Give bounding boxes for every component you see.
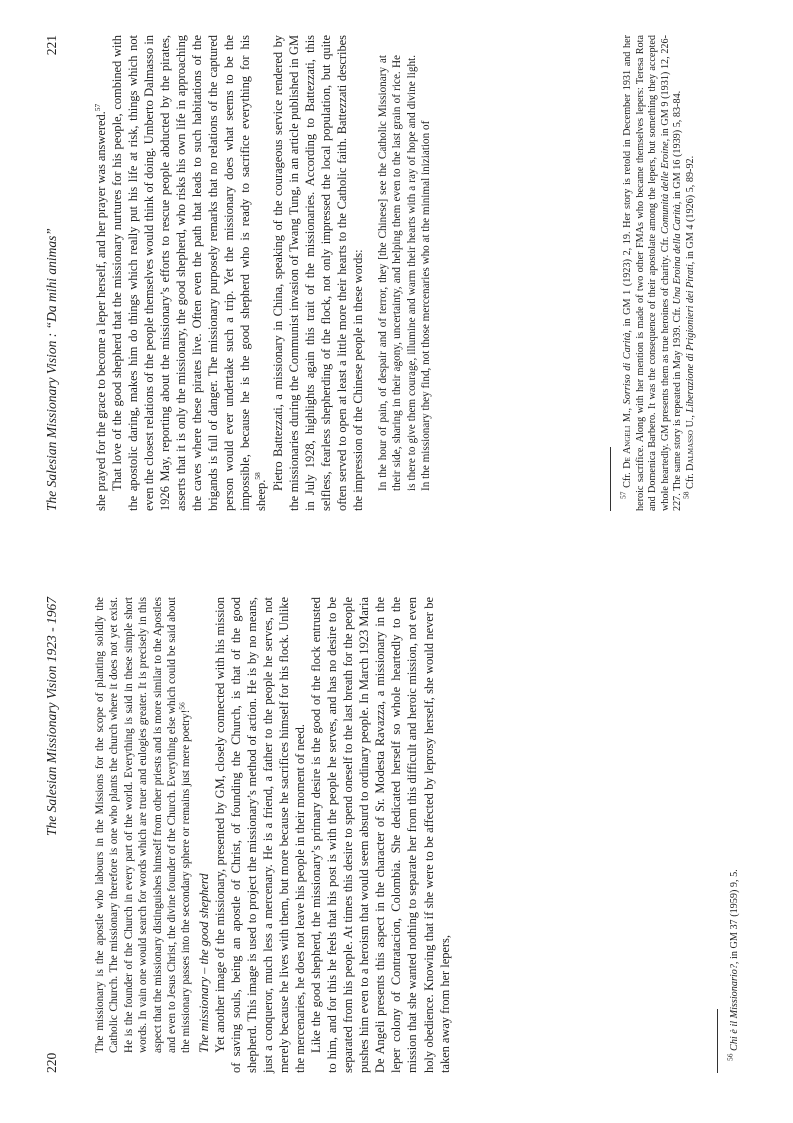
footnote-text: Cfr. [684, 470, 696, 489]
paragraph-text: she prayed for the grace to become a leper herself, and her prayer was answered. [94, 111, 108, 511]
footnotes [725, 597, 742, 1073]
footnote-title: Comunità delle Eroine [659, 141, 671, 235]
footnote-text: , in GM 4 (1926) 5, 89-92. [684, 155, 696, 265]
page-body [93, 35, 439, 511]
paragraph: Like the good shepherd, the missionary’s primary desire is the good of the flock entrusted to him, and for this he feels that his post is with the people he serves, and has no desire to be separated from his people. At times this desire to spend oneself to the last breath for the people pushes him even to a heroism that would seem absurd to ordinary people. In March 1923 Maria De Angeli presents this aspect in the character of Sr. Modesta Ravazza, a missionary in the leper colony of Contratacion, Colombia. She dedicated herself so whole heartedly to the mission that she wanted nothing to separate her from this difficult and heroic mission, not even holy obedience. Knowing that if she were to be affected by leprosy herself, she would never be taken away from her lepers, [309, 597, 452, 1073]
quote-text: The missionary is the apostle who labours in the Missions for the scope of planting solidly the Catholic Church. The missionary therefore is one who plants the church where it does not yet exist. He is the founder of the Church in every part of the world. Everything is said in these simple short words. In vain one would search for words which are truer and eulogies greater. It is precisely in this aspect that the missionary distinguishes himself from other priests and is more similar to the Apostles and even to Jesus Christ, the divine founder of the Church. Everything else which could be said about the missionary passes into the secondary sphere or remains just mere poetry! [94, 597, 193, 1053]
footnote-text: , in GM 9 (1931) 12, 226-227. The same story is repeated in May 1939. Cfr. [659, 35, 684, 511]
page-body [93, 597, 453, 1073]
footnote-text: U., [684, 412, 696, 431]
footnote-text: , in GM 16 (1939) 5, 83-84. [672, 90, 684, 205]
footnote-number: 56 [725, 1053, 735, 1061]
footnote-separator [610, 447, 611, 511]
block-quote [93, 597, 194, 1053]
footnotes [618, 34, 698, 511]
page-header [44, 597, 64, 1073]
footnote-ref: 56 [177, 702, 187, 710]
page-number: 221 [44, 35, 59, 56]
footnote-author: De Angeli [622, 425, 633, 469]
page-220 [0, 561, 793, 1123]
footnote-text: M., [622, 404, 633, 426]
page-number: 220 [44, 1052, 59, 1073]
block-quote: In the hour of pain, of despair and of terror, they [the Chinese] see the Catholic Missionary at their side, sharing in their agony, uncertainty, and helping them even to the last grain of rice. He is there to give them courage, illumine and warm their hearts with a ray of hope and divine light. In the missionary they find, not those mercenaries who at the minimal iniziation of [376, 55, 433, 491]
page-header [44, 35, 64, 511]
footnote-title: Sorriso di Carità [622, 332, 633, 405]
footnote-separator [717, 1009, 718, 1073]
footnote-ref: 58 [253, 472, 263, 480]
section-subheading: The missionary – the good shepherd [196, 873, 211, 1053]
footnote-57 [618, 34, 685, 511]
paragraph [93, 35, 109, 511]
footnote-ref: 57 [92, 103, 102, 112]
footnote-56 [725, 597, 742, 1073]
footnote-number: 58 [681, 491, 691, 499]
footnote-author: Dalmasso [684, 430, 696, 471]
page-221 [0, 0, 793, 561]
paragraph: Yet another image of the missionary, presented by GM, closely connected with his mission of saving souls, being an apostle of Christ, of founding the Church, is that of the good shepherd. This image is used to project the missionary’s method of action. He is by no means, just a conqueror, much less a mercenary. He is a friend, a father to the people he serves, not merely because he lives with them, but more because he sacrifices himself for his flock. Unlike the mercenaries, he does not leave his people in their moment of need. [212, 597, 308, 1073]
running-title: The Salesian Missionary Vision 1923 - 1967 [44, 597, 59, 836]
paragraph [109, 35, 269, 511]
footnote-text: , in GM 37 (1959) 9, 5. [729, 869, 740, 965]
footnote-text: Cfr. [622, 468, 633, 488]
footnote-text: , in GM 1 (1923) 2, 19. Her story is retold in December 1931 and her heroic sacrifice. Along with her mention is made of two other FMAs who became themselves lepers: Teresa Rota and Domenica Barbero. It was the consequence of their apostolate among the lepers, but something they accepted whole heartedly. GM presents them as true heroines of charity. Cfr. [622, 34, 671, 511]
paragraph-text: That love of the good shepherd that the missionary nurtures for his people, combined with the apostolic daring, makes him do things which really put his life at risk, things which not even the closest relations of the people themselves would think of doing. Umberto Dalmasso in 1926 May, reporting about the missionary’s efforts to rescue people abducted by the pirates, asserts that it is only the missionary, the good shepherd, who risks his own life in approaching the caves where these pirates live. Often even the path that leads to such habitations of the brigands is full of danger. The missionary purposely remarks that no relations of the captured person would ever undertake such a trip. Yet the missionary does what seems to be the impossible, because he is the good shepherd who is ready to sacrifice everything for his sheep. [110, 35, 269, 511]
footnote-title: Una Eroina della Carità [672, 204, 684, 305]
footnote-title: Chi è il Missionario? [729, 964, 740, 1051]
footnote-number: 57 [618, 491, 628, 499]
footnote-58 [681, 35, 698, 511]
footnote-title: Liberazione di Prigionieri dei Pirati [684, 264, 696, 413]
running-title: The Salesian Missionary Vision : “Da mihi animas” [44, 228, 59, 511]
paragraph: Pietro Battezzati, a missionary in China, speaking of the courageous service rendered by the missionaries during the Communist invasion of Twang Tung, in an article published in GM in July 1928, highlights again this trait of the missionaries. According to Battezzati, this selfless, fearless shepherding of the flock, not only impressed the local population, but quite often served to open at least a little more their hearts to the Catholic faith. Battezzati describes the impression of the Chinese people in these words: [270, 35, 365, 511]
